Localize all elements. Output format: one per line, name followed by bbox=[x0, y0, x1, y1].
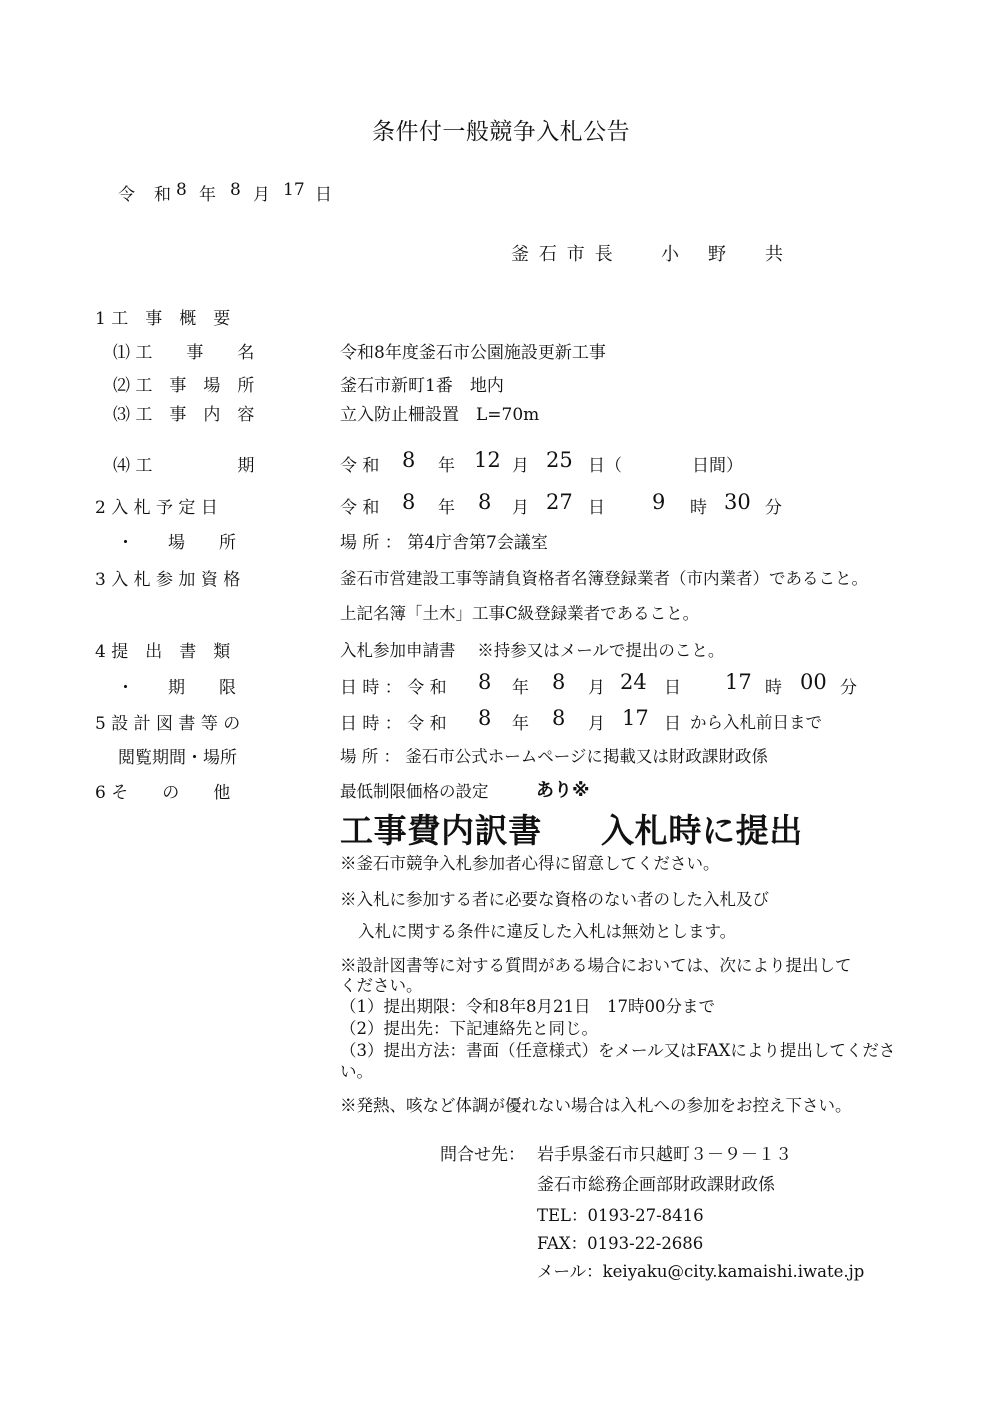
date-month: 8 bbox=[230, 180, 241, 200]
period-year: 8 bbox=[402, 448, 416, 472]
period-month: 12 bbox=[474, 448, 501, 472]
bid-hour: 9 bbox=[652, 490, 666, 514]
bid-minute: 30 bbox=[724, 490, 751, 514]
period-year-unit: 年 bbox=[438, 456, 455, 476]
page-title: 条件付一般競争入札公告 bbox=[372, 119, 631, 145]
headline-submit-at-bid: 入札時に提出 bbox=[601, 811, 803, 850]
bid-month-unit: 月 bbox=[512, 498, 529, 518]
note-2a: ※入札に参加する者に必要な資格のない者のした入札及び bbox=[340, 890, 769, 909]
viewing-year: 8 bbox=[478, 706, 492, 730]
deadline-month: 8 bbox=[552, 670, 566, 694]
deadline-year: 8 bbox=[478, 670, 492, 694]
date-day-unit: 日 bbox=[315, 185, 332, 205]
section-1-heading: 1 工 事 概 要 bbox=[95, 309, 231, 329]
work-place-label: ⑵ 工 事 場 所 bbox=[113, 376, 255, 396]
work-period-label: ⑷ 工 期 bbox=[113, 456, 255, 476]
bid-hour-unit: 時 bbox=[690, 498, 707, 518]
viewing-suffix: から入札前日まで bbox=[690, 713, 822, 732]
qualification-line-2: 上記名簿「土木」工事C級登録業者であること。 bbox=[340, 604, 700, 623]
qualification-line-1: 釜石市営建設工事等請負資格者名簿登録業者（市内業者）であること。 bbox=[340, 569, 868, 588]
period-era: 令 和 bbox=[340, 456, 380, 476]
deadline-month-unit: 月 bbox=[588, 678, 605, 698]
issuer-office: 釜石市長 bbox=[511, 244, 623, 265]
section-5-heading: 5 設 計 図 書 等 の bbox=[95, 714, 241, 734]
min-price-label: 最低制限価格の設定 bbox=[340, 782, 489, 801]
viewing-month-unit: 月 bbox=[588, 714, 605, 734]
deadline-minute: 00 bbox=[800, 670, 827, 694]
issuer-name-3: 共 bbox=[765, 244, 783, 265]
work-place-value: 釜石市新町1番 地内 bbox=[340, 376, 504, 396]
issuer-name-2: 野 bbox=[708, 244, 726, 265]
deadline-hour: 17 bbox=[725, 670, 752, 694]
section-3-heading: 3 入 札 参 加 資 格 bbox=[95, 570, 241, 590]
period-days-end: 日間） bbox=[692, 456, 743, 476]
deadline-minute-unit: 分 bbox=[840, 678, 857, 698]
question-method-b: い。 bbox=[340, 1062, 373, 1081]
min-price-value: あり※ bbox=[536, 780, 590, 801]
deadline-hour-unit: 時 bbox=[765, 678, 782, 698]
note-3a: ※設計図書等に対する質問がある場合においては、次により提出して bbox=[340, 956, 852, 975]
deadline-day: 24 bbox=[620, 670, 647, 694]
bid-minute-unit: 分 bbox=[765, 498, 782, 518]
work-content-value: 立入防止柵設置 L=70m bbox=[340, 405, 540, 425]
note-2b: 入札に関する条件に違反した入札は無効とします。 bbox=[358, 922, 737, 941]
deadline-prefix: 日 時 ： 令 和 bbox=[340, 678, 447, 698]
period-day: 25 bbox=[546, 448, 573, 472]
viewing-day: 17 bbox=[622, 706, 649, 730]
viewing-day-unit: 日 bbox=[664, 714, 681, 734]
contact-department: 釜石市総務企画部財政課財政係 bbox=[537, 1175, 775, 1195]
contact-tel: TEL：0193-27-8416 bbox=[537, 1206, 704, 1225]
viewing-prefix: 日 時 ： 令 和 bbox=[340, 714, 447, 734]
section-6-heading: 6 そ の 他 bbox=[95, 783, 231, 803]
bid-place-value: 場 所 ： 第4庁舎第7会議室 bbox=[340, 533, 548, 553]
date-day: 17 bbox=[283, 180, 305, 200]
contact-email[interactable]: メール：keiyaku@city.kamaishi.iwate.jp bbox=[537, 1262, 865, 1281]
deadline-year-unit: 年 bbox=[512, 678, 529, 698]
work-name-value: 令和8年度釜石市公園施設更新工事 bbox=[340, 343, 606, 363]
work-name-label: ⑴ 工 事 名 bbox=[113, 343, 255, 363]
work-content-label: ⑶ 工 事 内 容 bbox=[113, 405, 255, 425]
question-method-a: （3）提出方法：書面（任意様式）をメール又はFAXにより提出してくださ bbox=[340, 1041, 896, 1060]
question-recipient: （2）提出先：下記連絡先と同じ。 bbox=[340, 1019, 598, 1038]
contact-address: 岩手県釜石市只越町３－９－１３ bbox=[537, 1145, 792, 1165]
deadline-label: ・ 期 限 bbox=[117, 678, 236, 698]
contact-label: 問合せ先： bbox=[440, 1145, 525, 1165]
date-year: 8 bbox=[176, 180, 187, 200]
section-2-heading: 2 入 札 予 定 日 bbox=[95, 498, 218, 518]
note-1: ※釜石市競争入札参加者心得に留意してください。 bbox=[340, 854, 720, 873]
headline-cost-breakdown: 工事費内訳書 bbox=[340, 811, 542, 850]
bid-year: 8 bbox=[402, 490, 416, 514]
date-era: 令 和 bbox=[118, 185, 178, 205]
bid-era: 令 和 bbox=[340, 498, 380, 518]
note-4: ※発熱、咳など体調が優れない場合は入札への参加をお控え下さい。 bbox=[340, 1096, 852, 1115]
note-3b: ください。 bbox=[340, 976, 423, 995]
bid-place-label: ・ 場 所 bbox=[117, 533, 236, 553]
section-5-heading-2: 閲覧期間・場所 bbox=[118, 748, 237, 768]
deadline-day-unit: 日 bbox=[664, 678, 681, 698]
section-4-heading: 4 提 出 書 類 bbox=[95, 642, 231, 662]
contact-fax: FAX：0193-22-2686 bbox=[537, 1234, 704, 1253]
viewing-month: 8 bbox=[552, 706, 566, 730]
bid-month: 8 bbox=[478, 490, 492, 514]
viewing-place: 場 所 ： 釜石市公式ホームページに掲載又は財政課財政係 bbox=[340, 747, 768, 766]
documents-value: 入札参加申請書 ※持参又はメールで提出のこと。 bbox=[340, 641, 725, 660]
bid-year-unit: 年 bbox=[438, 498, 455, 518]
bid-day-unit: 日 bbox=[588, 498, 605, 518]
question-deadline: （1）提出期限：令和8年8月21日 17時00分まで bbox=[340, 997, 715, 1016]
period-day-unit: 日（ bbox=[588, 456, 622, 476]
issuer-name-1: 小 bbox=[661, 244, 679, 265]
period-month-unit: 月 bbox=[512, 456, 529, 476]
bid-day: 27 bbox=[546, 490, 573, 514]
date-month-unit: 月 bbox=[253, 185, 270, 205]
viewing-year-unit: 年 bbox=[512, 714, 529, 734]
date-year-unit: 年 bbox=[199, 185, 216, 205]
